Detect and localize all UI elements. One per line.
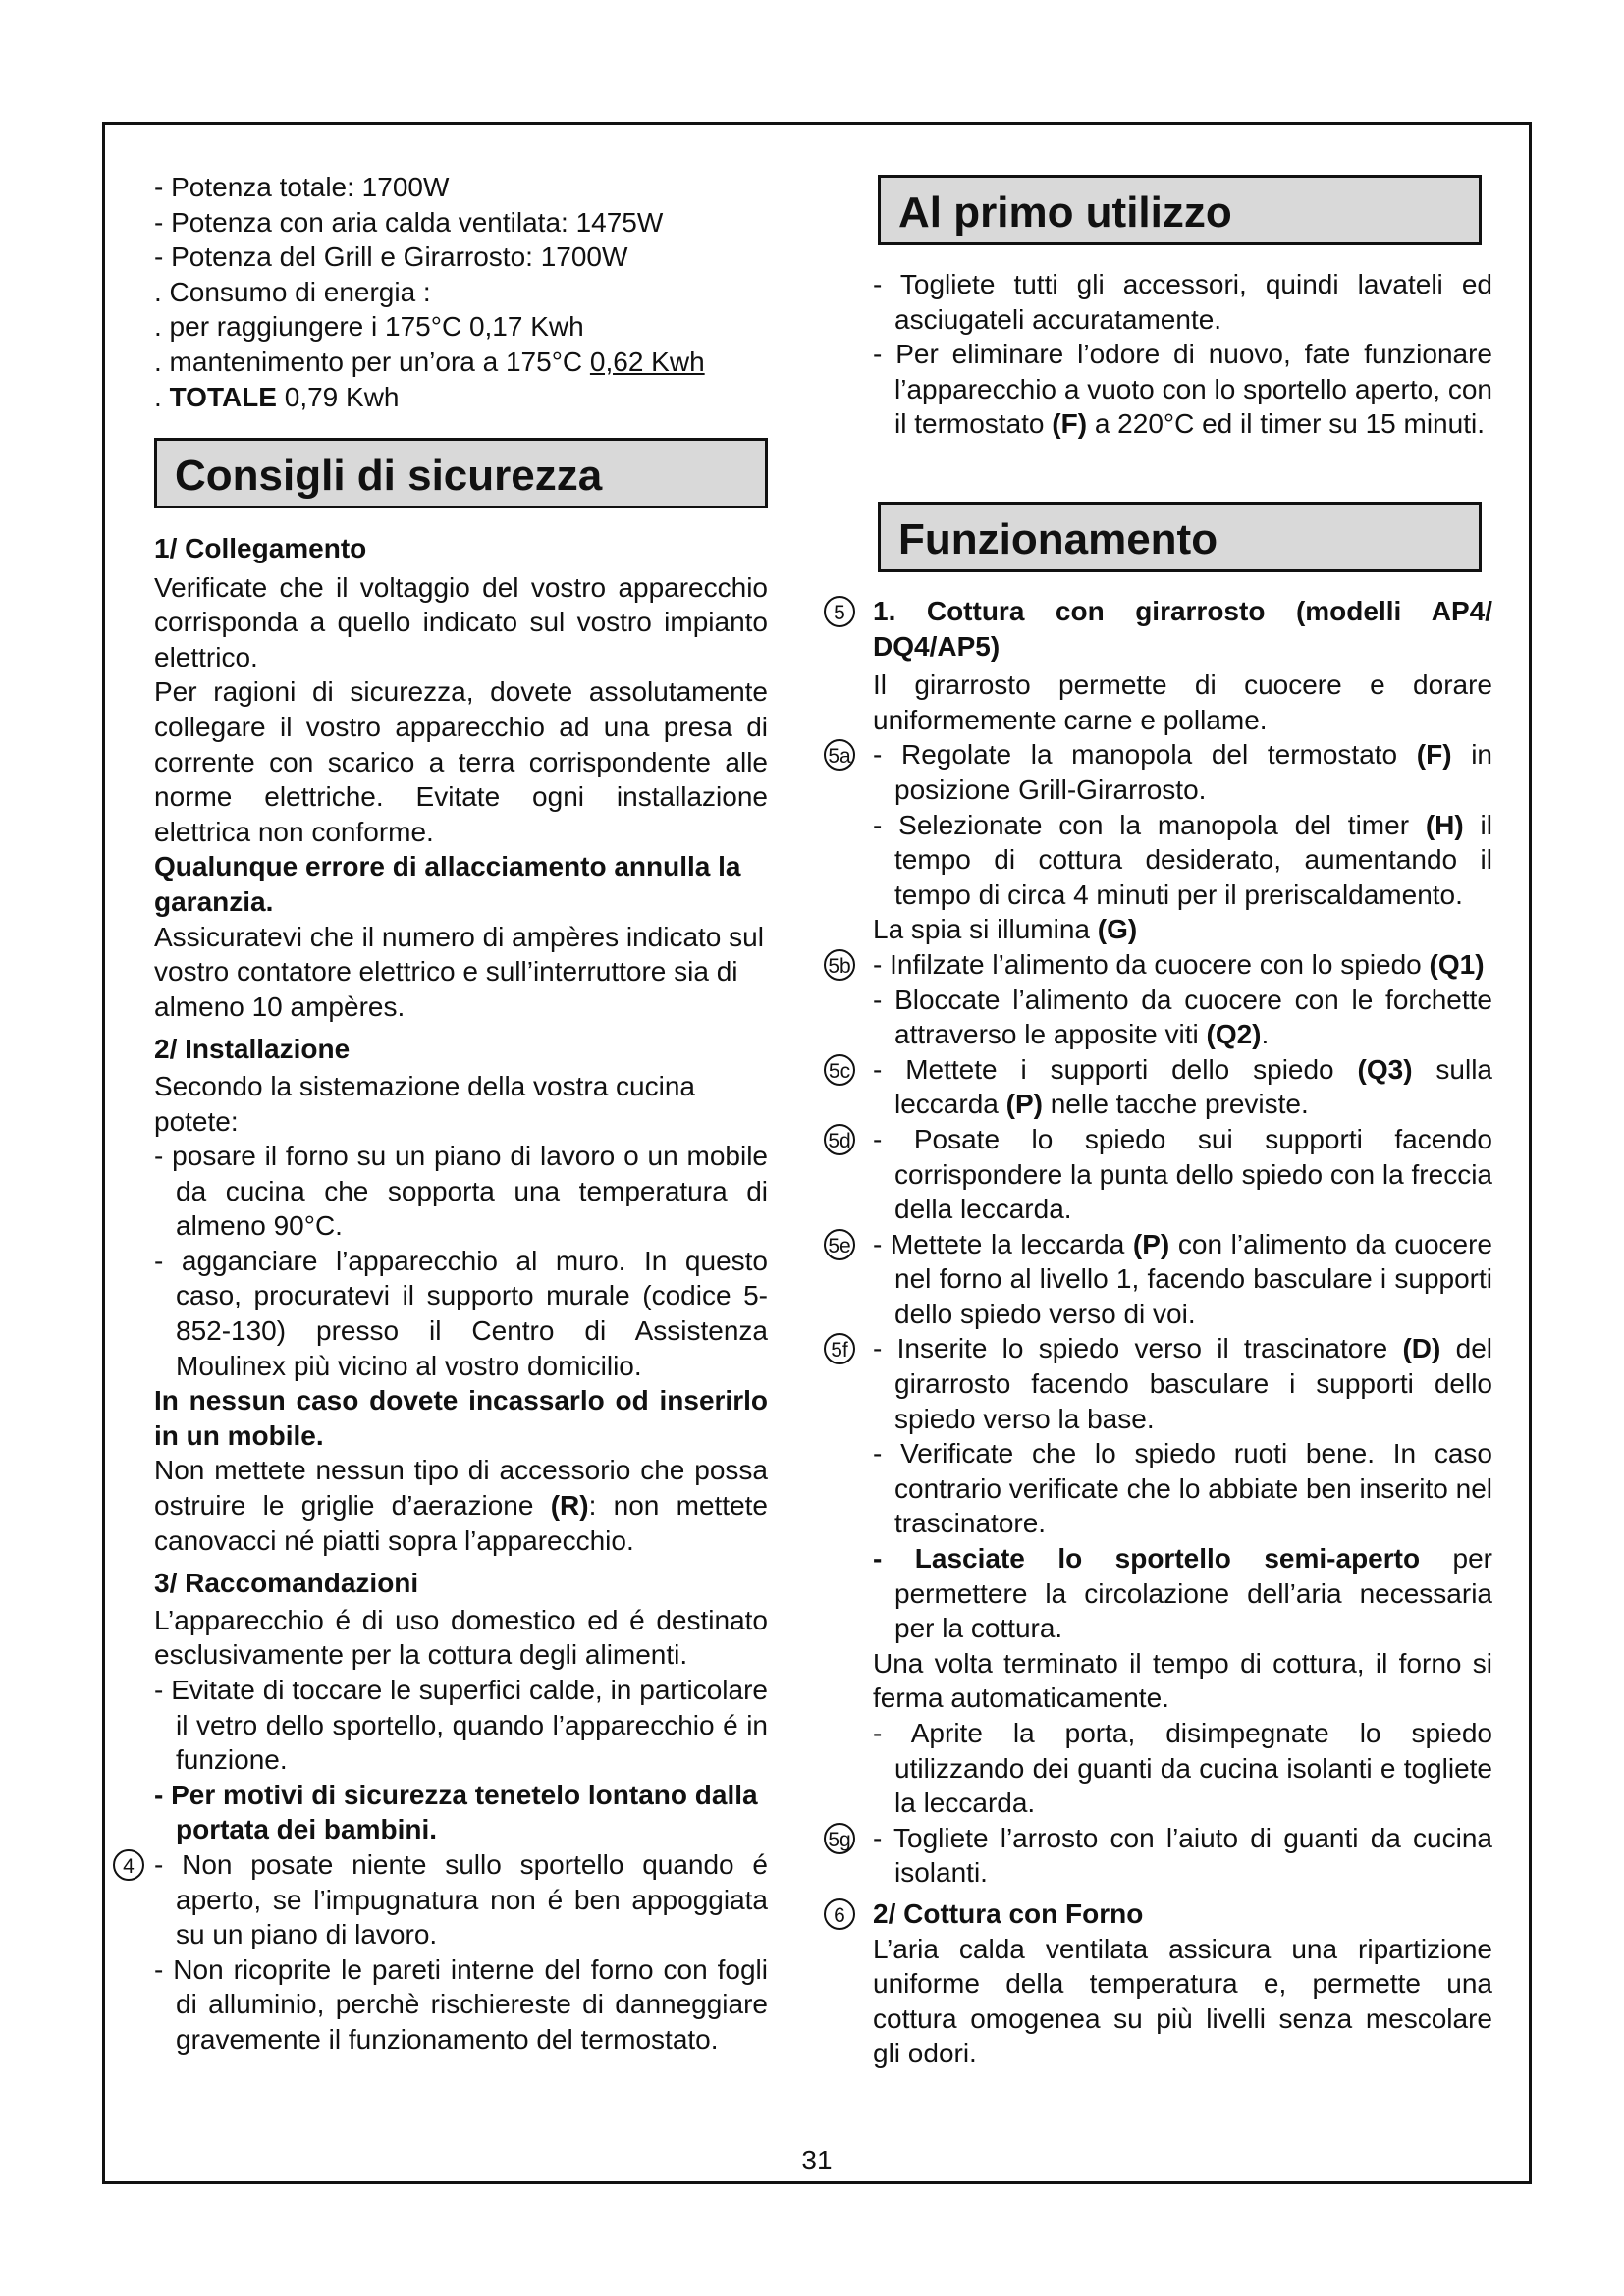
open-door-step: - Aprite la porta, disimpegnate lo spiedo utilizzando dei guanti da cucina isolanti e togliete la leccarda. xyxy=(873,1718,1492,1819)
page-frame xyxy=(102,122,1532,2184)
figure-5f-badge: 5f xyxy=(824,1333,855,1364)
spec-energy-maintain: . mantenimento per un’ora a 175°C 0,62 Kwh xyxy=(154,346,705,377)
raccomandazioni-bullet-1: - Evitate di toccare le superfici calde, in particolare il vetro dello sportello, quando l’apparecchio é in funzione. xyxy=(154,1675,768,1776)
section-installazione-title: 2/ Installazione xyxy=(154,1034,351,1065)
raccomandazioni-p1: L’apparecchio é di uso domestico ed é destinato esclusivamente per la cottura degli alimenti. xyxy=(154,1604,768,1671)
step-5d-place-skewer: - Posate lo spiedo sui supporti facendo corrispondere la punta dello spiedo con la freccia della leccarda. xyxy=(873,1123,1492,1225)
figure-5a-badge: 5a xyxy=(824,739,855,771)
spec-total-power: - Potenza totale: 1700W xyxy=(154,172,450,202)
oven-heading-wrap xyxy=(834,1896,1492,1932)
figure-6-badge: 6 xyxy=(824,1898,855,1930)
figure-5g-badge: 5g xyxy=(824,1823,855,1854)
safety-content xyxy=(123,531,769,2057)
rotisserie-heading-wrap xyxy=(834,594,1492,664)
spec-energy-reach: . per raggiungere i 175°C 0,17 Kwh xyxy=(154,311,584,343)
collegamento-p2: Per ragioni di sicurezza, dovete assolutamente collegare il vostro apparecchio ad una presa di corrente con scarico a terra corrispondente alle norme elettriche. Evitate ogni installazione elettrica non conforme. xyxy=(154,676,768,847)
safety-heading: Consigli di sicurezza xyxy=(154,438,768,508)
step-5b-forks: - Bloccate l’alimento da cuocere con le forchette attraverso le apposite viti (Q2). xyxy=(873,984,1492,1050)
rotisserie-heading: 1. Cottura con girarrosto (modelli AP4/ DQ4/AP5) xyxy=(873,596,1492,662)
step-5f-wrap xyxy=(831,1331,1492,1436)
oven-cooking-heading: 2/ Cottura con Forno xyxy=(873,1897,1144,1929)
collegamento-p3: Assicuratevi che il numero di ampères indicato sul vostro contatore elettrico e sull’interruttore sia di almeno 10 ampères. xyxy=(154,921,764,1022)
installazione-warning: In nessun caso dovete incassarlo od inserirlo in un mobile. xyxy=(154,1385,768,1451)
raccomandazioni-bullet-2: - Per motivi di sicurezza tenetelo lontano dalla portata dei bambini. xyxy=(154,1779,758,1845)
spec-energy-heading: . Consumo di energia : xyxy=(154,276,431,307)
collegamento-warning: Qualunque errore di allacciamento annulla la garanzia. xyxy=(154,851,741,917)
raccomandazioni-bullet-3-wrap xyxy=(123,1847,768,1952)
figure-4-badge: 4 xyxy=(113,1849,144,1881)
step-5f-insert: - Inserite lo spiedo verso il trascinatore (D) del girarrosto facendo basculare i supporti dello spiedo verso la base. xyxy=(873,1333,1492,1434)
step-5c-supports: - Mettete i supporti dello spiedo (Q3) sulla leccarda (P) nelle tacche previste. xyxy=(873,1053,1492,1120)
step-5e-wrap xyxy=(828,1227,1493,1332)
step-5c-wrap xyxy=(828,1052,1492,1122)
spec-energy-total: . TOTALE 0,79 Kwh xyxy=(154,381,400,412)
installazione-p2: Non mettete nessun tipo di accessorio che possa ostruire le griglie d’aerazione (R): non mettete canovacci né piatti sopra l’apparecchio. xyxy=(154,1455,769,1556)
figure-5d-badge: 5d xyxy=(824,1124,855,1155)
raccomandazioni-bullet-4: - Non ricoprite le pareti interne del forno con fogli di alluminio, perchè rischiereste di danneggiare gravemente il funzionamento del termostato. xyxy=(154,1953,768,2055)
page-number: 31 xyxy=(801,2145,833,2175)
spec-grill-power: - Potenza del Grill e Girarrosto: 1700W xyxy=(154,241,628,273)
step-5a-wrap xyxy=(828,737,1492,807)
step-5a-thermostat: - Regolate la manopola del termostato (F) in posizione Grill-Girarrosto. xyxy=(873,739,1492,805)
figure-5c-badge: 5c xyxy=(824,1054,855,1086)
figure-5e-badge: 5e xyxy=(824,1229,855,1260)
operation-content xyxy=(828,594,1493,2071)
section-collegamento-title: 1/ Collegamento xyxy=(154,533,367,563)
first-use-bullet-2: - Per eliminare l’odore di nuovo, fate funzionare l’apparecchio a vuoto con lo sportello aperto, con il termostato (F) a 220°C ed il timer su 15 minuti. xyxy=(873,339,1492,440)
figure-5b-badge: 5b xyxy=(824,949,855,981)
section-raccomandazioni-title: 3/ Raccomandazioni xyxy=(154,1568,419,1599)
step-5f-door-half-open: - Lasciate lo sportello semi-aperto per permettere la circolazione dell’aria necessaria per la cottura. xyxy=(873,1543,1493,1644)
specs-block xyxy=(154,170,819,414)
installazione-p1: Secondo la sistemazione della vostra cucina potete: xyxy=(154,1070,695,1137)
raccomandazioni-bullet-3: - Non posate niente sullo sportello quando é aperto, se l’impugnatura non é ben appoggiata su un piano di lavoro. xyxy=(154,1848,768,1950)
step-5g-remove-roast: - Togliete l’arrosto con l’aiuto di guanti da cucina isolanti. xyxy=(873,1822,1492,1889)
first-use-content xyxy=(873,267,1492,442)
first-use-heading: Al primo utilizzo xyxy=(878,175,1482,245)
step-5b-skewer: - Infilzate l’alimento da cuocere con lo spiedo (Q1) xyxy=(873,948,1485,980)
step-5e-drip-tray: - Mettete la leccarda (P) con l’alimento da cuocere nel forno al livello 1, facendo basculare i supporti dello spiedo verso di voi. xyxy=(873,1228,1493,1329)
collegamento-p1: Verificate che il voltaggio del vostro apparecchio corrisponda a quello indicato sul vostro impianto elettrico. xyxy=(154,571,768,672)
step-5a-timer: - Selezionate con la manopola del timer (H) il tempo di cottura desiderato, aumentando il tempo di circa 4 minuti per il preriscaldamento. xyxy=(873,809,1492,910)
first-use-bullet-1: - Togliete tutti gli accessori, quindi lavateli ed asciugateli accuratamente. xyxy=(873,269,1492,335)
step-5b-wrap xyxy=(828,947,1492,983)
installazione-bullet-2: - agganciare l’apparecchio al muro. In questo caso, procuratevi il supporto murale (codice 5-852-130) presso il Centro di Assistenza Moulinex più vicino al vostro domicilio. xyxy=(154,1245,768,1381)
indicator-light-text: La spia si illumina (G) xyxy=(873,914,1138,945)
installazione-bullet-1: - posare il forno su un piano di lavoro o un mobile da cucina che sopporta una temperatura di almeno 90°C. xyxy=(154,1141,768,1242)
step-5f-verify: - Verificate che lo spiedo ruoti bene. In caso contrario verificate che lo abbiate ben inserito nel trascinatore. xyxy=(873,1438,1492,1539)
oven-cooking-text: L’aria calda ventilata assicura una ripartizione uniforme della temperatura e, permette una cottura omogenea su più livelli senza mescolare gli odori. xyxy=(873,1933,1492,2069)
rotisserie-intro: Il girarrosto permette di cuocere e dorare uniformemente carne e pollame. xyxy=(873,669,1492,735)
step-5d-wrap xyxy=(828,1122,1492,1227)
spec-fan-power: - Potenza con aria calda ventilata: 1475W xyxy=(154,206,664,238)
figure-5-badge: 5 xyxy=(824,596,855,627)
step-5g-wrap xyxy=(828,1821,1492,1891)
cooking-end-text: Una volta terminato il tempo di cottura, il forno si ferma automaticamente. xyxy=(873,1647,1492,1714)
operation-heading: Funzionamento xyxy=(878,502,1482,572)
